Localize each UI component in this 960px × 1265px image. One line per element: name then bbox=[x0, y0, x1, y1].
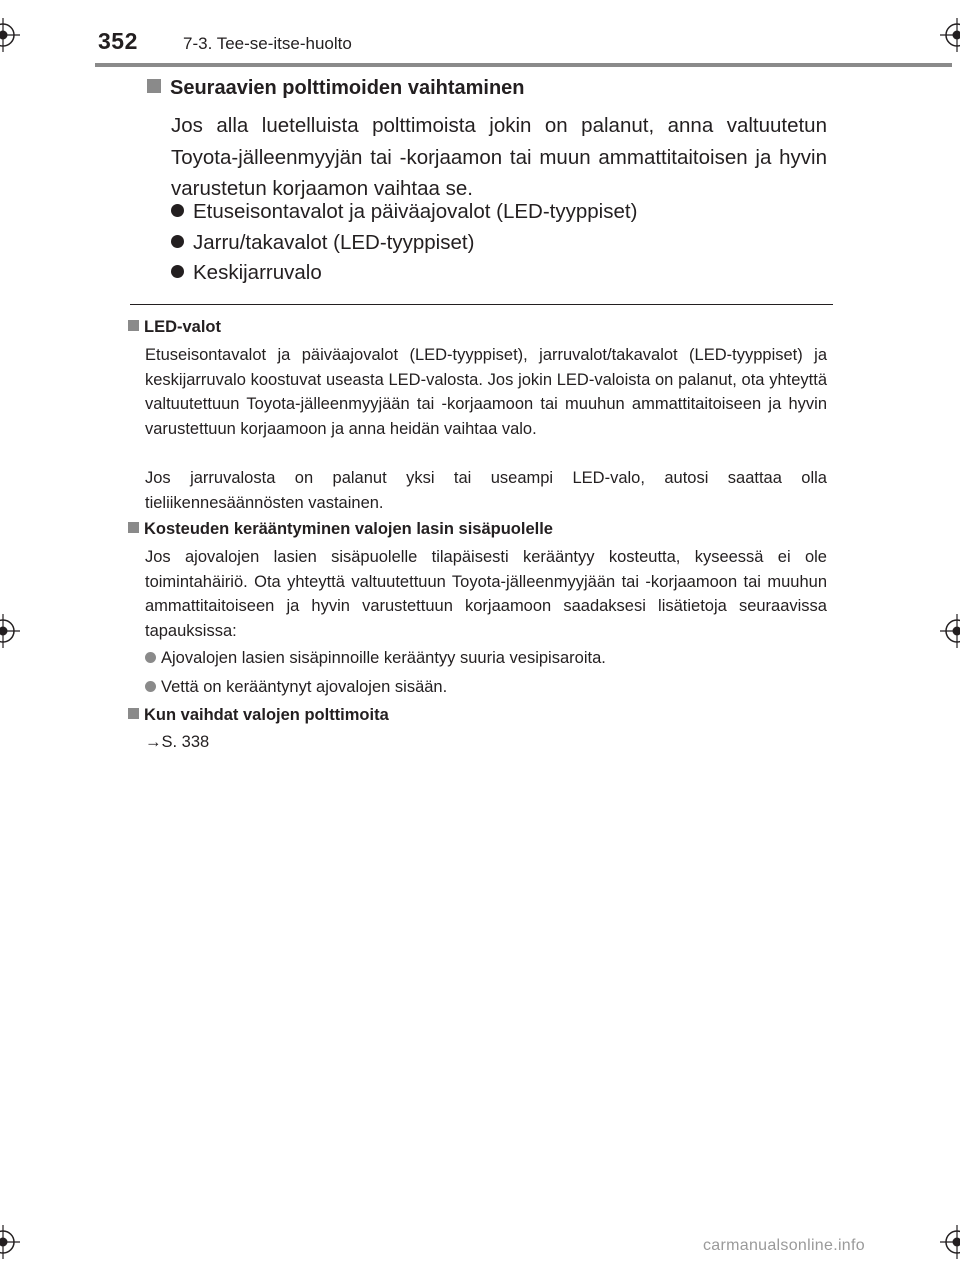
registration-mark-icon bbox=[940, 1225, 960, 1259]
note-paragraph-led-2: Jos jarruvalosta on palanut yksi tai useampi LED-valo, autosi saattaa olla tieliikennesäännösten vastainen. bbox=[145, 469, 827, 512]
registration-mark-icon bbox=[940, 18, 960, 52]
square-bullet-icon bbox=[128, 320, 139, 331]
page-reference-link[interactable]: →S. 338 bbox=[145, 733, 210, 751]
note-heading-replace: Kun vaihdat valojen polttimoita bbox=[128, 706, 389, 725]
main-heading-text: Seuraavien polttimoiden vaihtaminen bbox=[170, 77, 525, 99]
note-paragraph-moisture: Jos ajovalojen lasien sisäpuolelle tilapäisesti kerääntyy kosteutta, kyseessä ei ole toimintahäiriö. Ota yhteyttä valtuutettuun Toyota-jälleenmyyjään tai -korjaamoon tai muuhun ammattitaitoiseen ja hyvin varustettuun korjaamoon saadaksesi lisätietoja seuraavissa tapauksissa: bbox=[145, 548, 827, 640]
bullet-dot-icon bbox=[171, 235, 184, 248]
registration-mark-icon bbox=[0, 1225, 20, 1259]
main-paragraph: Jos alla luetelluista polttimoista jokin on palanut, anna valtuutetun Toyota-jälleenmyyjän tai -korjaamon tai muun ammattitaitoisen ja hyvin varustetun korjaamon vaihtaa se. bbox=[171, 114, 827, 200]
list-item: Keskijarruvalo bbox=[171, 257, 322, 288]
header-rule bbox=[95, 63, 952, 67]
square-bullet-icon bbox=[128, 522, 139, 533]
note-paragraph-led-1: Etuseisontavalot ja päiväajovalot (LED-tyyppiset), jarruvalot/takavalot (LED-tyyppiset) ja keskijarruvalo koostuvat useasta LED-valosta. Jos jokin LED-valoista on palanut, ota yhteyttä valtuutettuun Toyota-jälleenmyyjään tai -korjaamoon tai muuhun ammattitaitoiseen ja hyvin varustettuun korjaamoon ja anna heidän vaihtaa valo. bbox=[145, 346, 827, 438]
bullet-dot-icon bbox=[171, 204, 184, 217]
section-title: 7-3. Tee-se-itse-huolto bbox=[183, 34, 352, 53]
main-heading bbox=[147, 77, 525, 100]
list-item: Etuseisontavalot ja päiväajovalot (LED-tyyppiset) bbox=[171, 196, 637, 227]
note-heading-moisture: Kosteuden kerääntyminen valojen lasin sisäpuolelle bbox=[128, 520, 553, 539]
bullet-dot-icon bbox=[145, 652, 156, 663]
footer-watermark: carmanualsonline.info bbox=[703, 1237, 865, 1254]
bullet-dot-icon bbox=[171, 265, 184, 278]
square-bullet-icon bbox=[128, 708, 139, 719]
list-item: Ajovalojen lasien sisäpinnoille kerääntyy suuria vesipisaroita. bbox=[145, 646, 606, 670]
registration-mark-icon bbox=[940, 614, 960, 648]
section-divider bbox=[130, 304, 833, 305]
bullet-dot-icon bbox=[145, 681, 156, 692]
list-item: Jarru/takavalot (LED-tyyppiset) bbox=[171, 227, 474, 258]
list-item: Vettä on kerääntynyt ajovalojen sisään. bbox=[145, 675, 447, 699]
registration-mark-icon bbox=[0, 614, 20, 648]
registration-mark-icon bbox=[0, 18, 20, 52]
page-number: 352 bbox=[98, 28, 138, 54]
note-heading-led: LED-valot bbox=[128, 318, 221, 337]
square-bullet-icon bbox=[147, 79, 161, 93]
